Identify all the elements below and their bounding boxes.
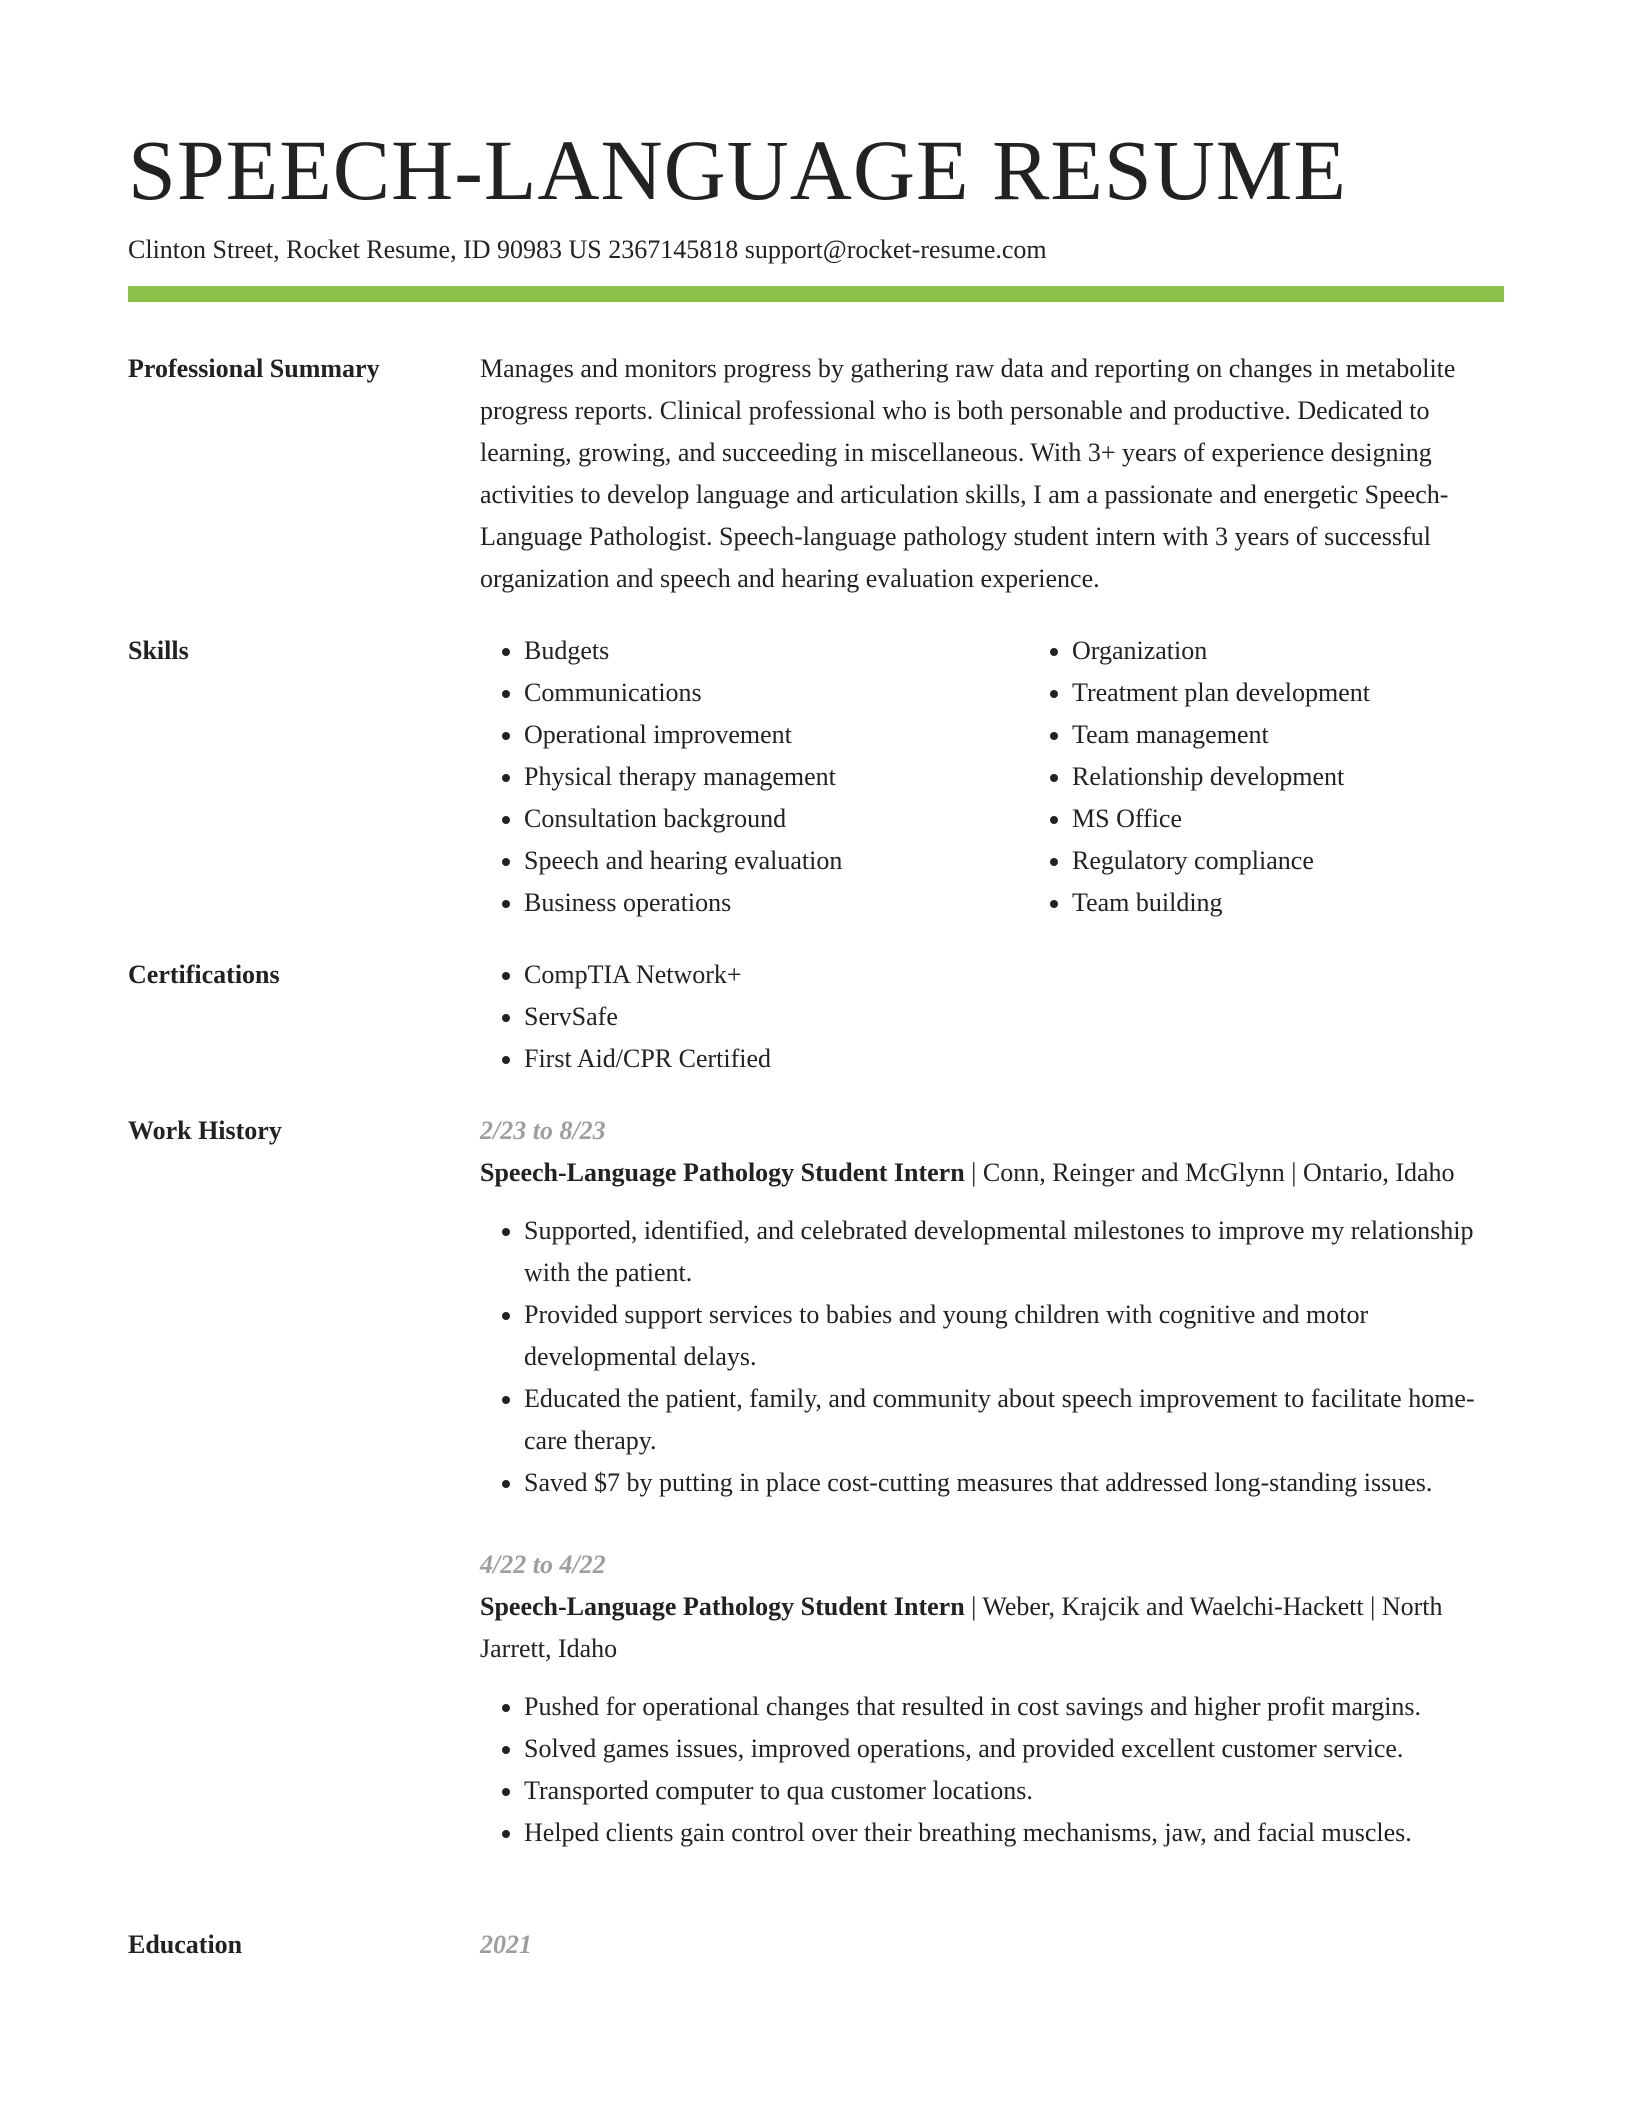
skill-item: • MS Office [1072, 798, 1576, 840]
job-bullet: • Pushed for operational changes that resulted in cost savings and higher profit margins. [524, 1686, 1504, 1728]
job-heading [480, 1586, 1504, 1670]
skills-section [128, 630, 1504, 924]
job-title: Speech-Language Pathology Student Intern [480, 1592, 965, 1621]
contact-phone: 2367145818 [608, 235, 739, 264]
skill-item: • Operational improvement [524, 714, 1028, 756]
job-bullet: • Educated the patient, family, and community about speech improvement to facilitate home-care therapy. [524, 1378, 1504, 1462]
job-bullets [480, 1686, 1504, 1854]
job-bullet: • Transported computer to qua customer locations. [524, 1770, 1504, 1812]
education-label: Education [128, 1930, 243, 1959]
work-history-label: Work History [128, 1116, 282, 1145]
skill-item: • Regulatory compliance [1072, 840, 1576, 882]
skill-item: • Treatment plan development [1072, 672, 1576, 714]
skill-item: • Consultation background [524, 798, 1028, 840]
skill-item: • Business operations [524, 882, 1028, 924]
certification-item: • CompTIA Network+ [524, 954, 1504, 996]
certifications-section [128, 954, 1504, 1080]
job-entry [480, 1544, 1504, 1854]
certification-item: • ServSafe [524, 996, 1504, 1038]
certification-item: • First Aid/CPR Certified [524, 1038, 1504, 1080]
job-company: Weber, Krajcik and Waelchi-Hackett [982, 1592, 1364, 1621]
job-location: Ontario, Idaho [1302, 1158, 1455, 1187]
job-bullet: • Supported, identified, and celebrated developmental milestones to improve my relationship with the patient. [524, 1210, 1504, 1294]
accent-divider [128, 286, 1504, 302]
job-location: North Jarrett, Idaho [480, 1592, 1443, 1663]
job-bullet: • Solved games issues, improved operations, and provided excellent customer service. [524, 1728, 1504, 1770]
skill-item: • Communications [524, 672, 1028, 714]
contact-address: Clinton Street, Rocket Resume, ID 90983 US [128, 235, 602, 264]
job-title: Speech-Language Pathology Student Intern [480, 1158, 965, 1187]
summary-text: Manages and monitors progress by gathering raw data and reporting on changes in metabolite progress reports. Clinical professional who is both personable and productive. Dedicated to learning, growing, and succeeding in miscellaneous. With 3+ years of experience designing activities to develop language and articulation skills, I am a passionate and energetic Speech-Language Pathologist. Speech-language pathology student intern with 3 years of successful organization and speech and hearing evaluation experience. [480, 354, 1456, 593]
skill-item: • Organization [1072, 630, 1576, 672]
skills-list-left [480, 630, 1028, 924]
work-history-section [128, 1110, 1504, 1894]
education-section [128, 1924, 1504, 1966]
job-date: 4/22 to 4/22 [480, 1550, 606, 1579]
skill-item: • Speech and hearing evaluation [524, 840, 1028, 882]
job-heading [480, 1152, 1504, 1194]
contact-email: support@rocket-resume.com [744, 235, 1047, 264]
job-entry [480, 1110, 1504, 1504]
skill-item: • Physical therapy management [524, 756, 1028, 798]
skill-item: • Relationship development [1072, 756, 1576, 798]
job-date: 2/23 to 8/23 [480, 1116, 606, 1145]
education-date: 2021 [480, 1930, 532, 1959]
job-company: Conn, Reinger and McGlynn [982, 1158, 1285, 1187]
job-bullet: • Provided support services to babies and young children with cognitive and motor developmental delays. [524, 1294, 1504, 1378]
certifications-label: Certifications [128, 960, 280, 989]
job-bullets [480, 1210, 1504, 1504]
skill-item: • Team building [1072, 882, 1576, 924]
summary-label: Professional Summary [128, 354, 380, 383]
certifications-list [480, 954, 1504, 1080]
skills-label: Skills [128, 636, 189, 665]
skill-item: • Team management [1072, 714, 1576, 756]
summary-section [128, 348, 1504, 600]
job-bullet: • Saved $7 by putting in place cost-cutting measures that addressed long-standing issues. [524, 1462, 1504, 1504]
skills-list-right [1028, 630, 1576, 924]
skill-item: • Budgets [524, 630, 1028, 672]
contact-line [128, 232, 1504, 268]
job-bullet: • Helped clients gain control over their breathing mechanisms, jaw, and facial muscles. [524, 1812, 1504, 1854]
resume-title: SPEECH-LANGUAGE RESUME [128, 122, 1347, 218]
